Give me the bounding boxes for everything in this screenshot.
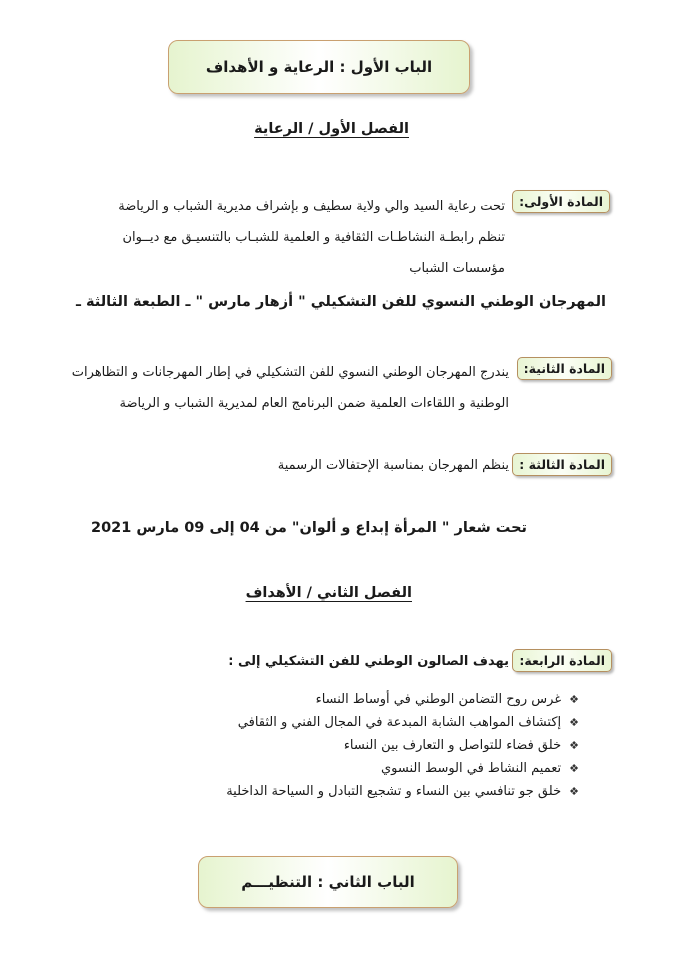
- article2-label: المادة الثانية:: [517, 357, 612, 380]
- article1-line2: تنظم رابطـة النشاطـات الثقافية و العلمية للشبـاب بالتنسيـق مع ديــوان: [122, 230, 505, 245]
- diamond-bullet-icon: ❖: [569, 785, 579, 798]
- objectives-list: [226, 688, 579, 803]
- part1-title: الباب الأول : الرعاية و الأهداف: [205, 58, 433, 76]
- article3-text: ينظم المهرجان بمناسبة الإحتفالات الرسمية: [277, 458, 509, 473]
- list-item: [226, 688, 579, 711]
- festival-title: المهرجان الوطني النسوي للفن التشكيلي " أزهار مارس " ـ الطبعة الثالثة ـ: [75, 294, 606, 310]
- article1-line1: تحت رعاية السيد والي ولاية سطيف و بإشراف مديرية الشباب و الرياضة: [118, 199, 505, 214]
- diamond-bullet-icon: ❖: [569, 693, 579, 706]
- article3-label: المادة الثالثة :: [512, 453, 612, 476]
- objective-text: خلق جو تنافسي بين النساء و تشجيع التبادل و السياحة الداخلية: [226, 784, 562, 799]
- chapter2-heading: الفصل الثاني / الأهداف: [245, 585, 412, 601]
- diamond-bullet-icon: ❖: [569, 716, 579, 729]
- list-item: [226, 780, 579, 803]
- list-item: [226, 757, 579, 780]
- list-item: [226, 711, 579, 734]
- article4-text: يهدف الصالون الوطني للفن التشكيلي إلى :: [228, 654, 509, 669]
- slogan: تحت شعار " المرأة إبداع و ألوان" من 04 إلى 09 مارس 2021: [90, 520, 527, 536]
- part1-title-box: [168, 40, 470, 94]
- article1-label: المادة الأولى:: [512, 190, 610, 213]
- article4-label: المادة الرابعة:: [512, 649, 612, 672]
- part2-title-box: [198, 856, 458, 908]
- article2-line2: الوطنية و اللقاءات العلمية ضمن البرنامج العام لمديرية الشباب و الرياضة: [119, 396, 509, 411]
- diamond-bullet-icon: ❖: [569, 762, 579, 775]
- list-item: [226, 734, 579, 757]
- diamond-bullet-icon: ❖: [569, 739, 579, 752]
- article2-line1: يندرج المهرجان الوطني النسوي للفن التشكيلي في إطار المهرجانات و التظاهرات: [71, 365, 509, 380]
- objective-text: خلق فضاء للتواصل و التعارف بين النساء: [343, 738, 562, 753]
- article1-line3: مؤسسات الشباب: [409, 261, 505, 276]
- chapter1-heading: الفصل الأول / الرعاية: [254, 121, 409, 137]
- objective-text: تعميم النشاط في الوسط النسوي: [380, 761, 562, 776]
- objective-text: إكتشاف المواهب الشابة المبدعة في المجال الفني و الثقافي: [237, 715, 562, 730]
- part2-title: الباب الثاني : التنظيـــم: [241, 873, 415, 891]
- objective-text: غرس روح التضامن الوطني في أوساط النساء: [315, 692, 562, 707]
